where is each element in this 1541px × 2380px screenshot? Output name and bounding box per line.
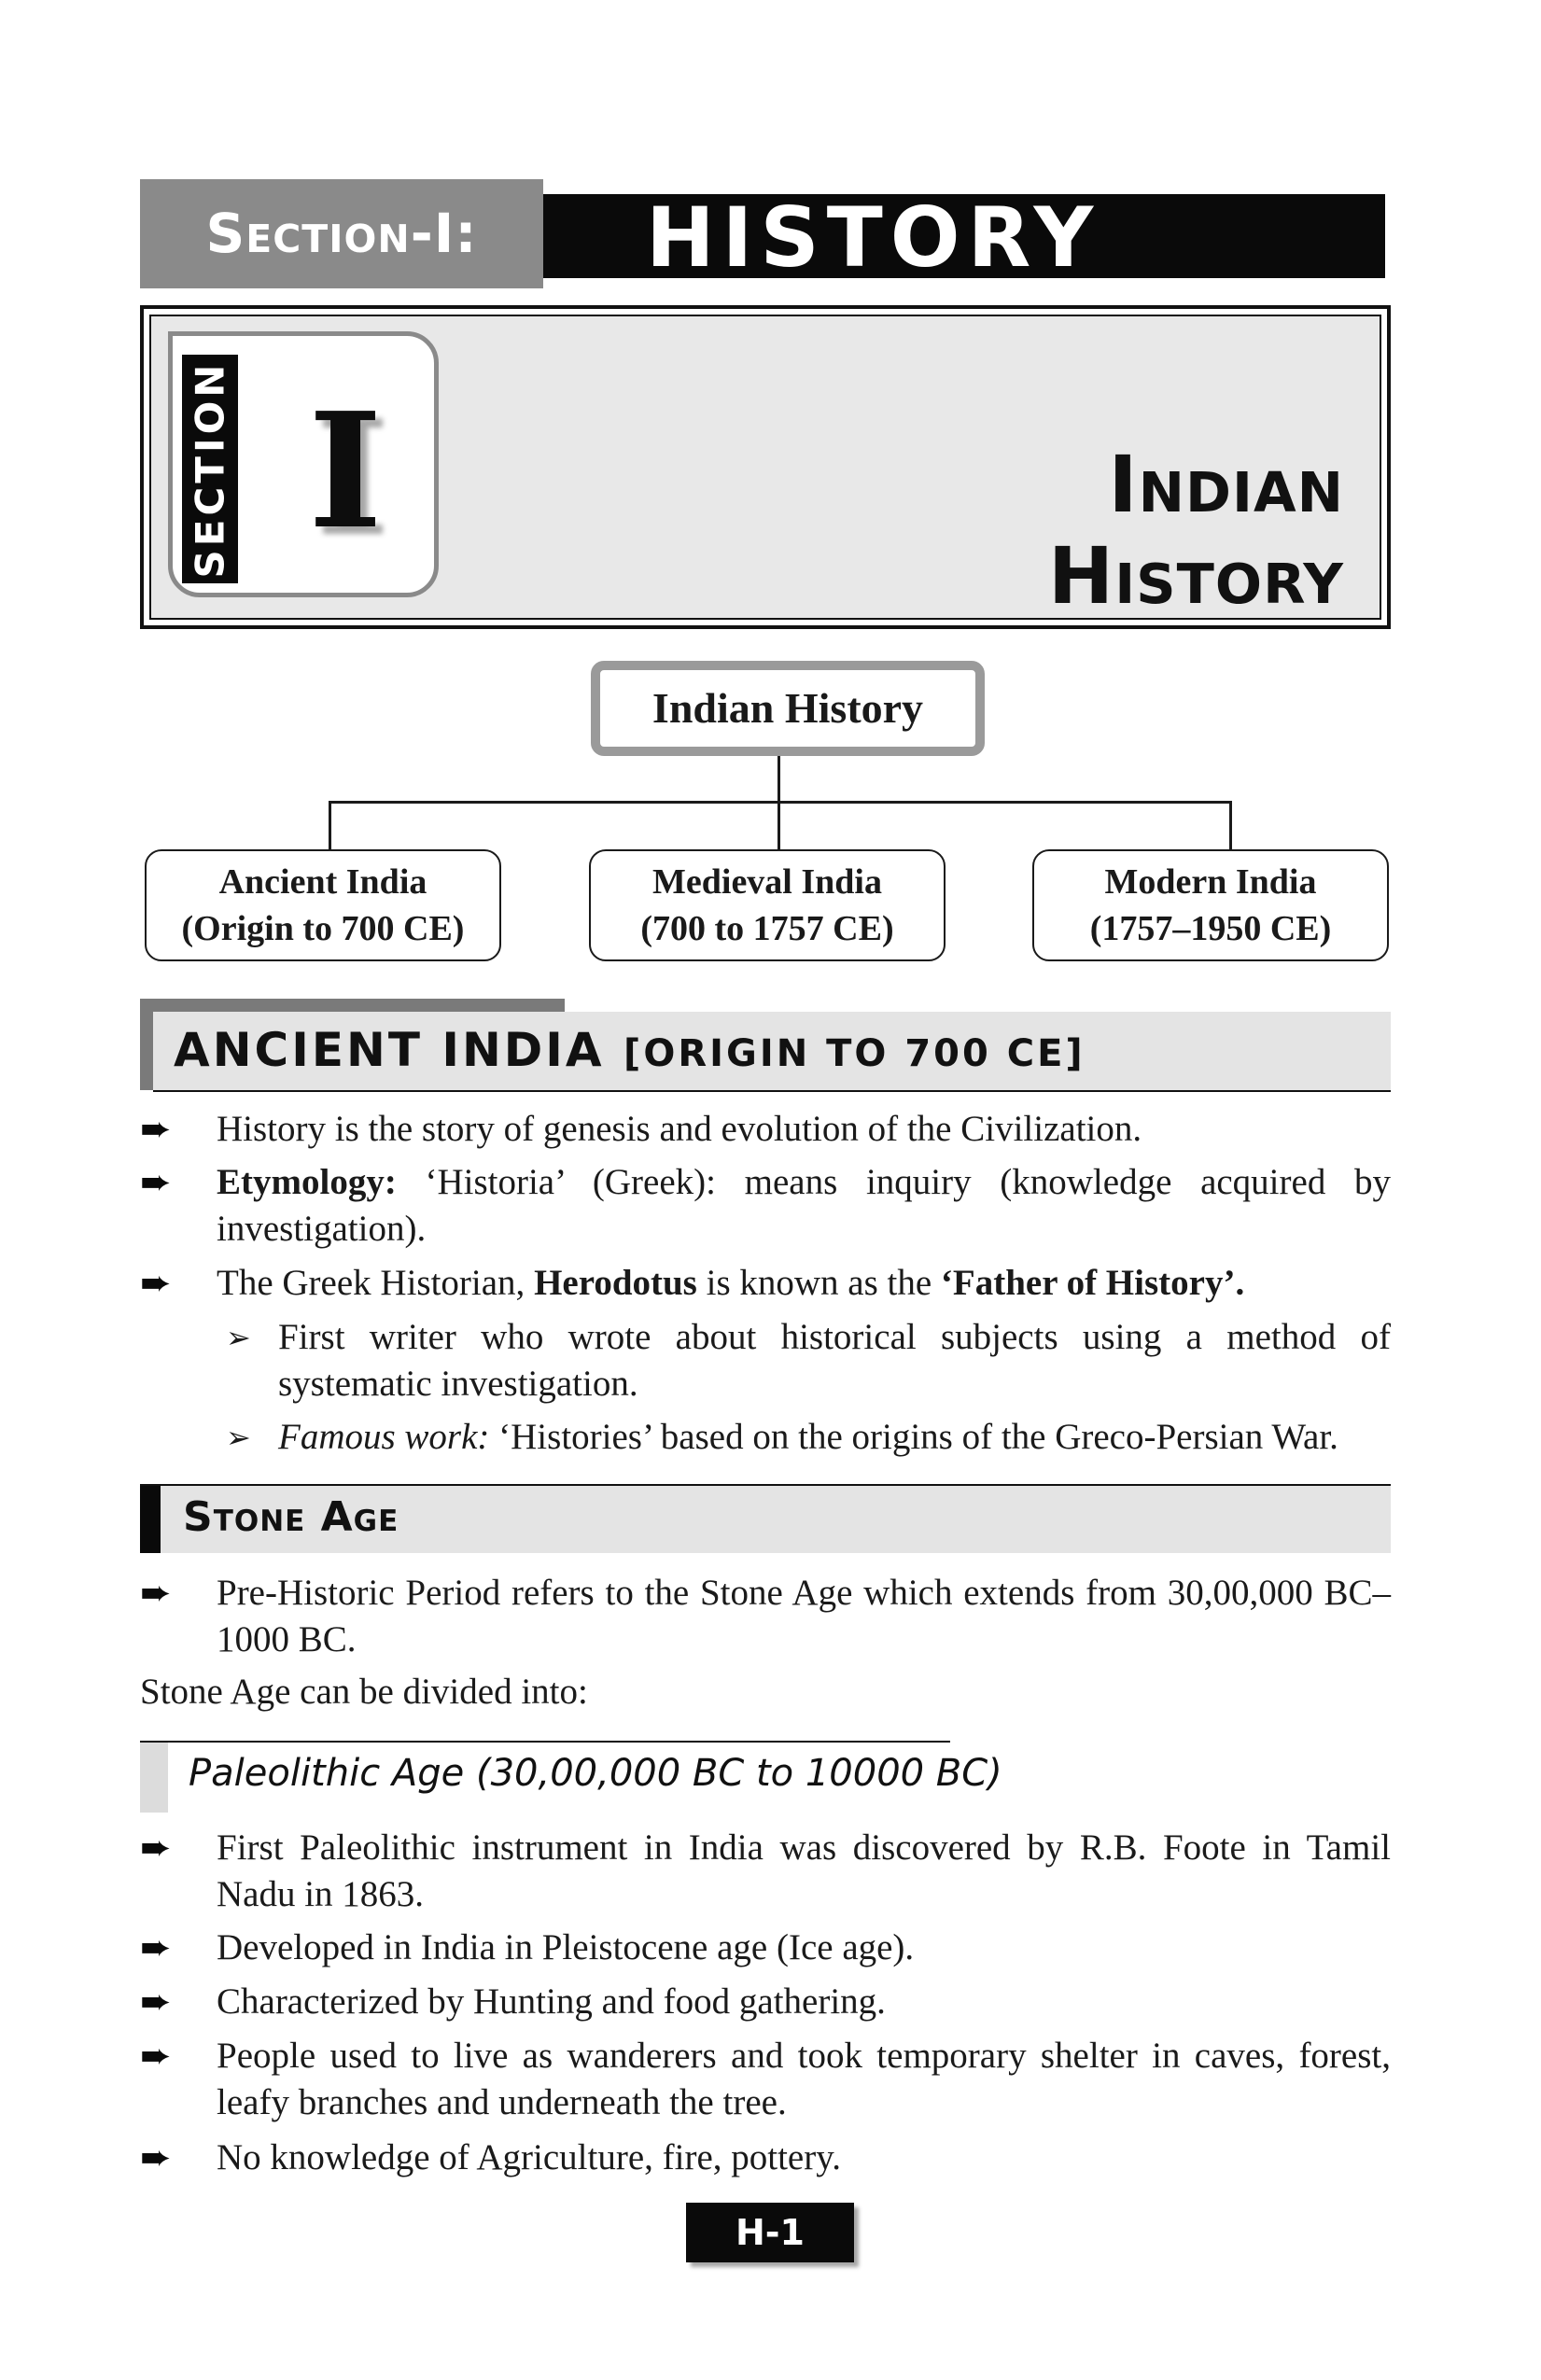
arrow-bullet-icon: ➨ bbox=[140, 1108, 172, 1151]
tree-connector bbox=[1229, 801, 1232, 849]
list-item: ➨ Characterized by Hunting and food gathering. bbox=[140, 1981, 886, 2023]
heading-paleolithic-age: Paleolithic Age (30,00,000 BC to 10000 BC) bbox=[140, 1741, 950, 1813]
arrow-bullet-icon: ➨ bbox=[140, 2136, 172, 2179]
tree-root: Indian History bbox=[591, 661, 985, 756]
sub-list-item: ➢ Famous work: ‘Histories’ based on the origins of the Greco-Persian War. bbox=[226, 1414, 1391, 1461]
section-numeral: I bbox=[308, 378, 383, 565]
paragraph: Stone Age can be divided into: bbox=[140, 1672, 588, 1712]
list-item: ➨ Etymology: ‘Historia’ (Greek): means inquiry (knowledge acquired by investigation). bbox=[140, 1161, 1391, 1249]
tree-connector bbox=[778, 756, 780, 803]
list-item: ➨ Pre-Historic Period refers to the Stone Age which extends from 30,00,000 BC–1000 BC. bbox=[140, 1572, 1391, 1659]
arrow-bullet-icon: ➨ bbox=[140, 1161, 172, 1204]
sub-list-item: ➢ First writer who wrote about historical subjects using a method of systematic investigation. bbox=[226, 1314, 1391, 1407]
list-item: ➨ First Paleolithic instrument in India was discovered by R.B. Foote in Tamil Nadu in 1863. bbox=[140, 1827, 1391, 1914]
list-item: ➨ The Greek Historian, Herodotus is known as the ‘Father of History’. bbox=[140, 1262, 1245, 1305]
section-title: Indian History bbox=[1047, 439, 1344, 622]
section-label: Section-I: bbox=[140, 179, 543, 288]
list-item: ➨ People used to live as wanderers and took temporary shelter in caves, forest, leafy branches and underneath the tree. bbox=[140, 2035, 1391, 2122]
sub-arrow-icon: ➢ bbox=[226, 1320, 251, 1355]
arrow-bullet-icon: ➨ bbox=[140, 1926, 172, 1969]
page-number: H-1 bbox=[686, 2203, 854, 2262]
tree-connector bbox=[329, 801, 331, 849]
tree-node-modern: Modern India (1757–1950 CE) bbox=[1032, 849, 1389, 961]
list-item: ➨ History is the story of genesis and evolution of the Civilization. bbox=[140, 1108, 1142, 1151]
tree-connector bbox=[329, 801, 1232, 804]
section-vertical-label: SECTION bbox=[182, 355, 238, 583]
tree-node-medieval: Medieval India (700 to 1757 CE) bbox=[589, 849, 946, 961]
heading-stone-age: Stone Age bbox=[140, 1484, 1391, 1553]
list-item: ➨ No knowledge of Agriculture, fire, pottery. bbox=[140, 2136, 841, 2179]
list-item: ➨ Developed in India in Pleistocene age (Ice age). bbox=[140, 1926, 915, 1969]
arrow-bullet-icon: ➨ bbox=[140, 2035, 172, 2078]
tree-connector bbox=[778, 801, 780, 849]
arrow-bullet-icon: ➨ bbox=[140, 1827, 172, 1869]
arrow-bullet-icon: ➨ bbox=[140, 1981, 172, 2023]
tree-node-ancient: Ancient India (Origin to 700 CE) bbox=[145, 849, 501, 961]
sub-arrow-icon: ➢ bbox=[226, 1420, 251, 1455]
arrow-bullet-icon: ➨ bbox=[140, 1262, 172, 1305]
heading-ancient-india: ANCIENT INDIA [ORIGIN TO 700 CE] bbox=[140, 999, 1391, 1090]
page-title: HISTORY bbox=[543, 194, 1385, 278]
arrow-bullet-icon: ➨ bbox=[140, 1572, 172, 1615]
